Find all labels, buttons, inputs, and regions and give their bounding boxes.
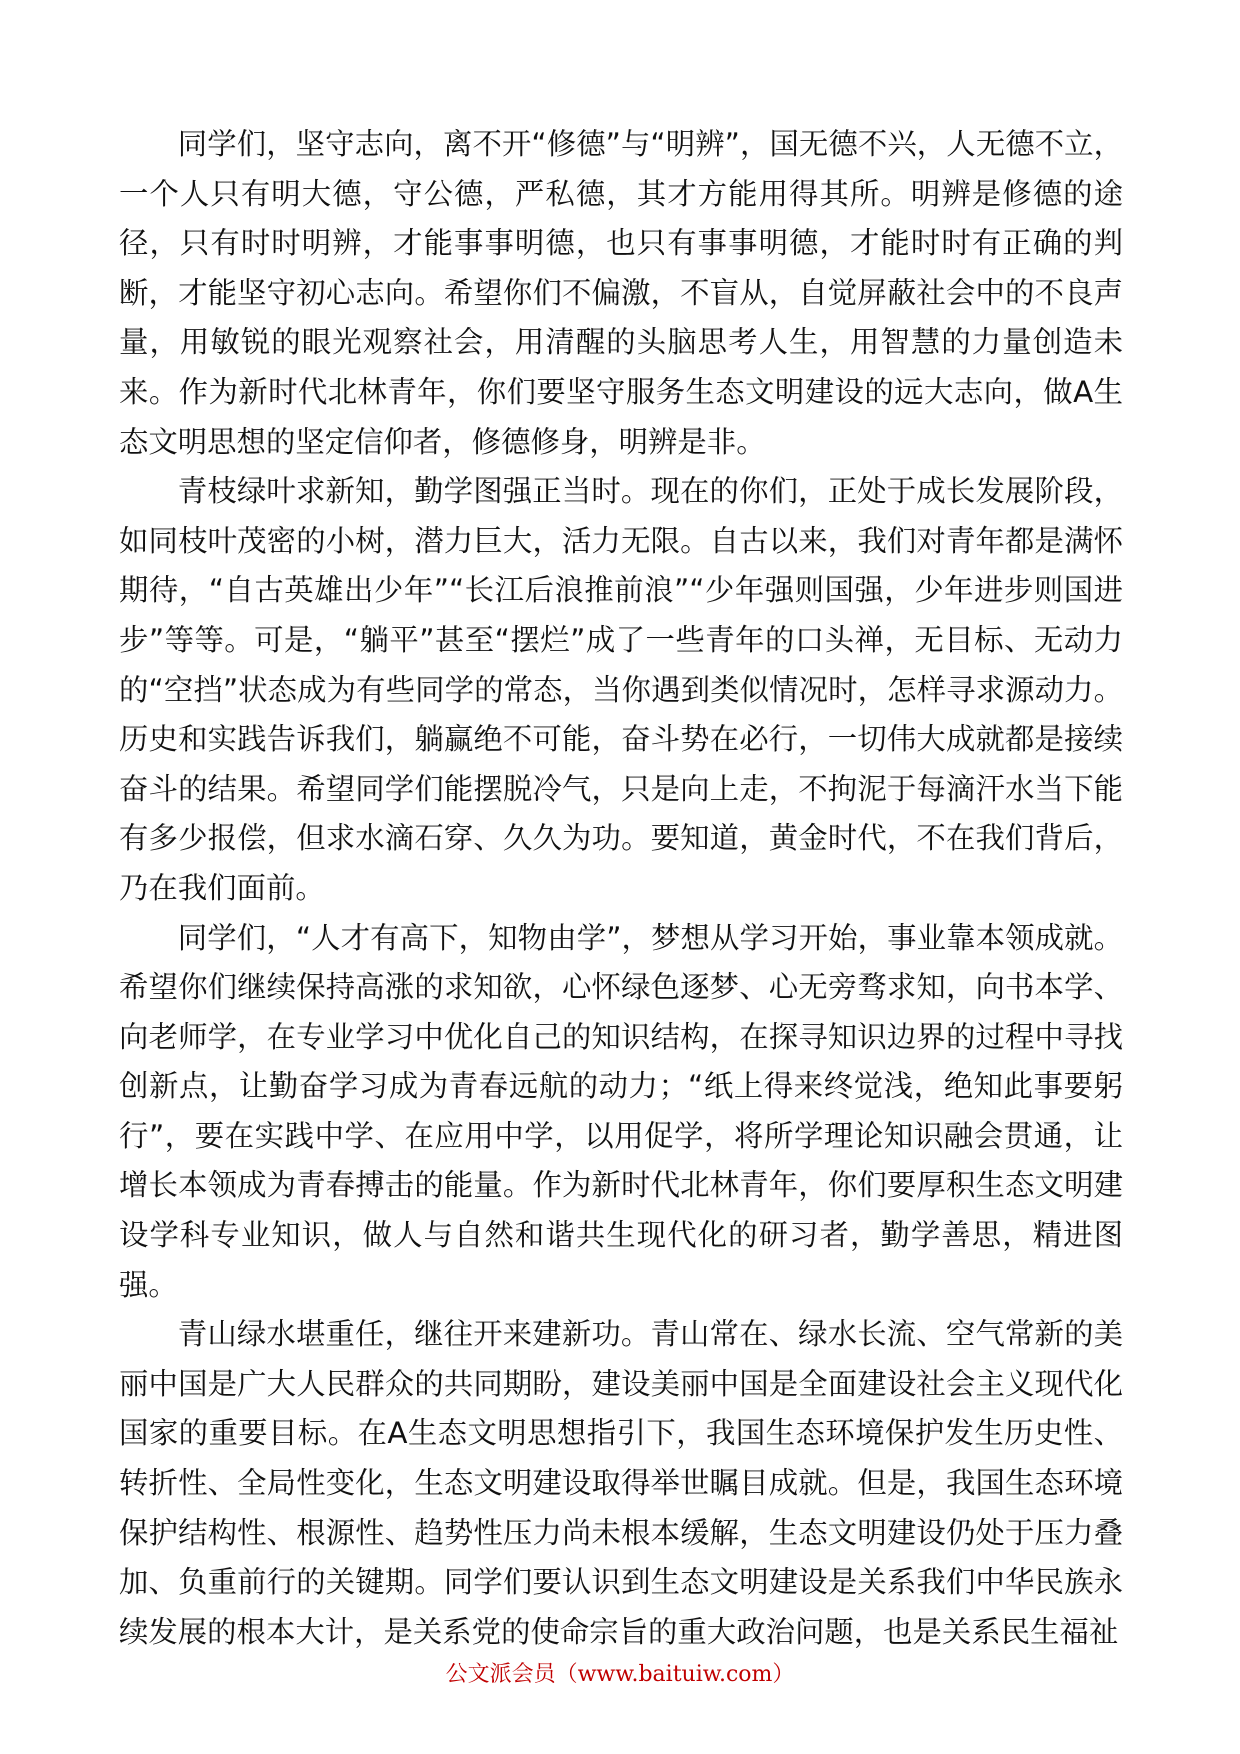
footer-watermark: 公文派会员（www.baituiw.com） — [445, 1662, 795, 1687]
paragraph-3: 同学们，“人才有高下，知物由学”，梦想从学习开始，事业靠本领成就。希望你们继续保持高涨的求知欲，心怀绿色逐梦、心无旁骛求知，向书本学、向老师学，在专业学习中优化自己的知识结构，在探寻知识边界的过程中寻找创新点，让勤奋学习成为青春远航的动力；“纸上得来终觉浅，绝知此事要躬行”，要在实践中学、在应用中学，以用促学，将所学理论知识融会贯通，让增长本领成为青春搏击的能量。作为新时代北林青年，你们要厚积生态文明建设学科专业知识，做人与自然和谐共生现代化的研习者，勤学善思，精进图强。 — [119, 920, 1123, 1302]
paragraph-2: 青枝绿叶求新知，勤学图强正当时。现在的你们，正处于成长发展阶段，如同枝叶茂密的小树，潜力巨大，活力无限。自古以来，我们对青年都是满怀期待，“自古英雄出少年”“长江后浪推前浪”“少年强则国强，少年进步则国进步”等等。可是，“躺平”甚至“摆烂”成了一些青年的口头禅，无目标、无动力的“空挡”状态成为有些同学的常态，当你遇到类似情况时，怎样寻求源动力。历史和实践告诉我们，躺赢绝不可能，奋斗势在必行，一切伟大成就都是接续奋斗的结果。希望同学们能摆脱冷气，只是向上走，不拘泥于每滴汗水当下能有多少报偿，但求水滴石穿、久久为功。要知道，黄金时代，不在我们背后，乃在我们面前。 — [119, 474, 1123, 905]
paragraph-4: 青山绿水堪重任，继往开来建新功。青山常在、绿水长流、空气常新的美丽中国是广大人民群众的共同期盼，建设美丽中国是全面建设社会主义现代化国家的重要目标。在A生态文明思想指引下，我国生态环境保护发生历史性、转折性、全局性变化，生态文明建设取得举世瞩目成就。但是，我国生态环境保护结构性、根源性、趋势性压力尚未根本缓解，生态文明建设仍处于压力叠加、负重前行的关键期。同学们要认识到生态文明建设是关系我们中华民族永续发展的根本大计，是关系党的使命宗旨的重大政治问题，也是关系民生福祉 — [119, 1317, 1123, 1649]
document-body — [119, 120, 1123, 1657]
paragraph-1: 同学们，坚守志向，离不开“修德”与“明辨”，国无德不兴，人无德不立，一个人只有明大德，守公德，严私德，其才方能用得其所。明辨是修德的途径，只有时时明辨，才能事事明德，也只有事事明德，才能时时有正确的判断，才能坚守初心志向。希望你们不偏激，不盲从，自觉屏蔽社会中的不良声量，用敏锐的眼光观察社会，用清醒的头脑思考人生，用智慧的力量创造未来。作为新时代北林青年，你们要坚守服务生态文明建设的远大志向，做A生态文明思想的坚定信仰者，修德修身，明辨是非。 — [119, 127, 1123, 459]
